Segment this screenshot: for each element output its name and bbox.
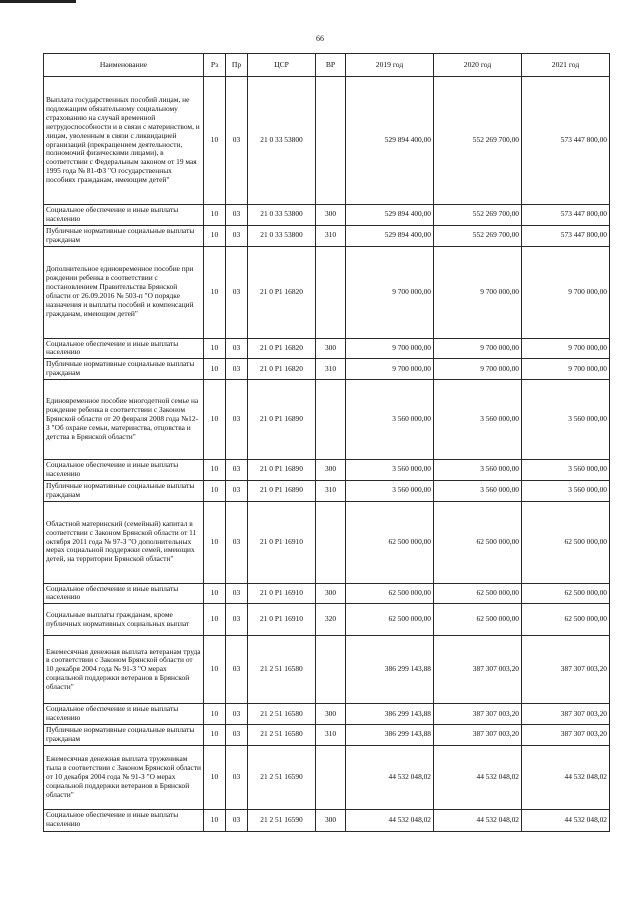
cell-2020: 44 532 048,02 <box>434 745 522 809</box>
table-row <box>44 225 610 246</box>
cell-pr: 03 <box>226 636 248 704</box>
cell-rz: 10 <box>204 809 226 831</box>
cell-2019: 9 700 000,00 <box>346 338 434 359</box>
cell-name: Публичные нормативные социальные выплаты гражданам <box>44 225 204 246</box>
cell-rz: 10 <box>204 205 226 226</box>
table-row <box>44 704 610 725</box>
cell-rz: 10 <box>204 359 226 380</box>
cell-name: Социальные выплаты гражданам, кроме публичных нормативных социальных выплат <box>44 604 204 636</box>
cell-2021: 62 500 000,00 <box>522 501 610 583</box>
cell-name: Областной материнский (семейный) капитал в соответствии с Законом Брянской области от 11 октября 2011 года № 97-З "О дополнительных мерах социальной поддержки семей, имеющих детей, на территории Брянской области" <box>44 501 204 583</box>
cell-rz: 10 <box>204 338 226 359</box>
cell-name: Ежемесячная денежная выплата труженикам тыла в соответствии с Законом Брянской области от 10 декабря 2004 года № 91-З "О мерах социальной поддержки ветеранов в Брянской области" <box>44 745 204 809</box>
cell-rz: 10 <box>204 745 226 809</box>
cell-name: Ежемесячная денежная выплата ветеранам труда в соответствии с Законом Брянской области от 10 декабря 2004 года № 91-З "О мерах социальной поддержки ветеранов в Брянской области" <box>44 636 204 704</box>
cell-csr: 21 2 51 16580 <box>248 725 316 746</box>
cell-vr: 300 <box>316 809 346 831</box>
cell-2020: 552 269 700,00 <box>434 77 522 205</box>
table-row <box>44 359 610 380</box>
cell-2019: 3 560 000,00 <box>346 460 434 481</box>
cell-csr: 21 0 P1 16890 <box>248 480 316 501</box>
cell-pr: 03 <box>226 704 248 725</box>
cell-vr <box>316 636 346 704</box>
header-csr: ЦСР <box>248 54 316 77</box>
cell-vr: 310 <box>316 225 346 246</box>
header-name: Наименование <box>44 54 204 77</box>
cell-2019: 529 894 400,00 <box>346 205 434 226</box>
table-row <box>44 809 610 831</box>
cell-2021: 62 500 000,00 <box>522 583 610 604</box>
cell-rz: 10 <box>204 636 226 704</box>
cell-2019: 62 500 000,00 <box>346 604 434 636</box>
cell-rz: 10 <box>204 583 226 604</box>
cell-rz: 10 <box>204 501 226 583</box>
table-row <box>44 380 610 460</box>
header-pr: Пр <box>226 54 248 77</box>
cell-csr: 21 0 P1 16910 <box>248 501 316 583</box>
cell-2019: 3 560 000,00 <box>346 380 434 460</box>
cell-2019: 386 299 143,88 <box>346 704 434 725</box>
cell-name: Социальное обеспечение и иные выплаты населению <box>44 338 204 359</box>
cell-csr: 21 2 51 16590 <box>248 745 316 809</box>
cell-2021: 3 560 000,00 <box>522 480 610 501</box>
cell-2020: 552 269 700,00 <box>434 205 522 226</box>
top-edge-mark <box>0 0 76 3</box>
cell-vr: 310 <box>316 480 346 501</box>
cell-csr: 21 0 P1 16910 <box>248 583 316 604</box>
cell-2021: 387 307 003,20 <box>522 636 610 704</box>
cell-2020: 387 307 003,20 <box>434 725 522 746</box>
cell-rz: 10 <box>204 480 226 501</box>
cell-vr: 310 <box>316 359 346 380</box>
cell-rz: 10 <box>204 77 226 205</box>
table-row <box>44 480 610 501</box>
cell-csr: 21 2 51 16580 <box>248 636 316 704</box>
cell-vr <box>316 246 346 338</box>
cell-pr: 03 <box>226 583 248 604</box>
table-row <box>44 604 610 636</box>
cell-2021: 44 532 048,02 <box>522 809 610 831</box>
cell-2019: 9 700 000,00 <box>346 359 434 380</box>
cell-pr: 03 <box>226 501 248 583</box>
cell-vr <box>316 380 346 460</box>
cell-rz: 10 <box>204 460 226 481</box>
cell-2021: 3 560 000,00 <box>522 380 610 460</box>
cell-name: Социальное обеспечение и иные выплаты населению <box>44 460 204 481</box>
table-row <box>44 725 610 746</box>
cell-2021: 573 447 800,00 <box>522 225 610 246</box>
cell-csr: 21 0 P1 16820 <box>248 338 316 359</box>
cell-name: Выплата государственных пособий лицам, не подлежащим обязательному социальному страхованию на случай временной нетрудоспособности и в связи с материнством, и лицам, уволенным в связи с ликвидацией организаций (прекращением деятельности, полномочий физическими лицами), в соответствии с Федеральным законом от 19 мая 1995 года № 81-ФЗ "О государственных пособиях гражданам, имеющим детей" <box>44 77 204 205</box>
cell-pr: 03 <box>226 225 248 246</box>
cell-2021: 573 447 800,00 <box>522 77 610 205</box>
header-2020: 2020 год <box>434 54 522 77</box>
cell-2019: 3 560 000,00 <box>346 480 434 501</box>
cell-2019: 386 299 143,88 <box>346 725 434 746</box>
page-number: 66 <box>316 34 324 43</box>
table-row <box>44 205 610 226</box>
cell-pr: 03 <box>226 725 248 746</box>
cell-vr <box>316 77 346 205</box>
cell-csr: 21 0 33 53800 <box>248 225 316 246</box>
cell-csr: 21 2 51 16590 <box>248 809 316 831</box>
cell-2020: 9 700 000,00 <box>434 338 522 359</box>
cell-vr: 300 <box>316 338 346 359</box>
cell-name: Социальное обеспечение и иные выплаты населению <box>44 583 204 604</box>
cell-rz: 10 <box>204 380 226 460</box>
cell-2021: 44 532 048,02 <box>522 745 610 809</box>
cell-2020: 62 500 000,00 <box>434 583 522 604</box>
cell-2020: 62 500 000,00 <box>434 604 522 636</box>
cell-name: Социальное обеспечение и иные выплаты населению <box>44 704 204 725</box>
cell-2021: 387 307 003,20 <box>522 704 610 725</box>
table-row <box>44 745 610 809</box>
cell-2019: 9 700 000,00 <box>346 246 434 338</box>
cell-2021: 62 500 000,00 <box>522 604 610 636</box>
cell-pr: 03 <box>226 604 248 636</box>
cell-pr: 03 <box>226 77 248 205</box>
cell-2020: 387 307 003,20 <box>434 636 522 704</box>
cell-vr: 310 <box>316 725 346 746</box>
table-row <box>44 460 610 481</box>
cell-2020: 3 560 000,00 <box>434 460 522 481</box>
cell-vr <box>316 745 346 809</box>
cell-pr: 03 <box>226 359 248 380</box>
header-rz: Рз <box>204 54 226 77</box>
cell-name: Публичные нормативные социальные выплаты гражданам <box>44 480 204 501</box>
cell-rz: 10 <box>204 704 226 725</box>
cell-2019: 529 894 400,00 <box>346 225 434 246</box>
cell-2020: 3 560 000,00 <box>434 480 522 501</box>
cell-name: Публичные нормативные социальные выплаты гражданам <box>44 359 204 380</box>
cell-pr: 03 <box>226 460 248 481</box>
cell-2019: 44 532 048,02 <box>346 745 434 809</box>
cell-name: Социальное обеспечение и иные выплаты населению <box>44 205 204 226</box>
cell-2021: 9 700 000,00 <box>522 338 610 359</box>
cell-name: Публичные нормативные социальные выплаты гражданам <box>44 725 204 746</box>
cell-pr: 03 <box>226 205 248 226</box>
cell-vr: 320 <box>316 604 346 636</box>
cell-2021: 387 307 003,20 <box>522 725 610 746</box>
cell-2020: 3 560 000,00 <box>434 380 522 460</box>
cell-2019: 44 532 048,02 <box>346 809 434 831</box>
cell-2020: 387 307 003,20 <box>434 704 522 725</box>
cell-vr: 300 <box>316 460 346 481</box>
cell-name: Дополнительное единовременное пособие при рождении ребенка в соответствии с постановлением Правительства Брянской области от 26.09.2016 № 503-п "О порядке назначения и выплаты пособий и компенсаций гражданам, имеющим детей" <box>44 246 204 338</box>
table-row <box>44 77 610 205</box>
cell-vr: 300 <box>316 205 346 226</box>
cell-csr: 21 0 P1 16820 <box>248 246 316 338</box>
cell-2019: 386 299 143,88 <box>346 636 434 704</box>
cell-name: Единовременное пособие многодетной семье на рождение ребенка в соответствии с Законом Брянской области от 20 февраля 2008 года №12-З "Об охране семьи, материнства, отцовства и детства в Брянской области" <box>44 380 204 460</box>
cell-2019: 62 500 000,00 <box>346 583 434 604</box>
cell-rz: 10 <box>204 225 226 246</box>
table-row <box>44 501 610 583</box>
cell-2019: 529 894 400,00 <box>346 77 434 205</box>
cell-pr: 03 <box>226 338 248 359</box>
cell-vr <box>316 501 346 583</box>
cell-csr: 21 0 P1 16890 <box>248 460 316 481</box>
cell-pr: 03 <box>226 809 248 831</box>
cell-2021: 573 447 800,00 <box>522 205 610 226</box>
table-row <box>44 583 610 604</box>
cell-csr: 21 0 P1 16910 <box>248 604 316 636</box>
cell-csr: 21 0 P1 16890 <box>248 380 316 460</box>
cell-csr: 21 2 51 16580 <box>248 704 316 725</box>
cell-csr: 21 0 33 53800 <box>248 77 316 205</box>
header-2019: 2019 год <box>346 54 434 77</box>
table-header-row <box>44 54 610 77</box>
cell-pr: 03 <box>226 246 248 338</box>
cell-vr: 300 <box>316 704 346 725</box>
table-row <box>44 636 610 704</box>
cell-2020: 44 532 048,02 <box>434 809 522 831</box>
cell-csr: 21 0 P1 16820 <box>248 359 316 380</box>
cell-2020: 552 269 700,00 <box>434 225 522 246</box>
cell-2020: 62 500 000,00 <box>434 501 522 583</box>
cell-2020: 9 700 000,00 <box>434 359 522 380</box>
cell-rz: 10 <box>204 246 226 338</box>
header-vr: ВР <box>316 54 346 77</box>
cell-rz: 10 <box>204 604 226 636</box>
cell-pr: 03 <box>226 480 248 501</box>
cell-pr: 03 <box>226 745 248 809</box>
cell-2021: 9 700 000,00 <box>522 246 610 338</box>
cell-2021: 9 700 000,00 <box>522 359 610 380</box>
cell-vr: 300 <box>316 583 346 604</box>
cell-csr: 21 0 33 53800 <box>248 205 316 226</box>
cell-2019: 62 500 000,00 <box>346 501 434 583</box>
budget-table <box>43 53 610 832</box>
table-body <box>44 77 610 832</box>
header-2021: 2021 год <box>522 54 610 77</box>
cell-pr: 03 <box>226 380 248 460</box>
table-row <box>44 246 610 338</box>
cell-rz: 10 <box>204 725 226 746</box>
table-row <box>44 338 610 359</box>
cell-2020: 9 700 000,00 <box>434 246 522 338</box>
cell-2021: 3 560 000,00 <box>522 460 610 481</box>
cell-name: Социальное обеспечение и иные выплаты населению <box>44 809 204 831</box>
